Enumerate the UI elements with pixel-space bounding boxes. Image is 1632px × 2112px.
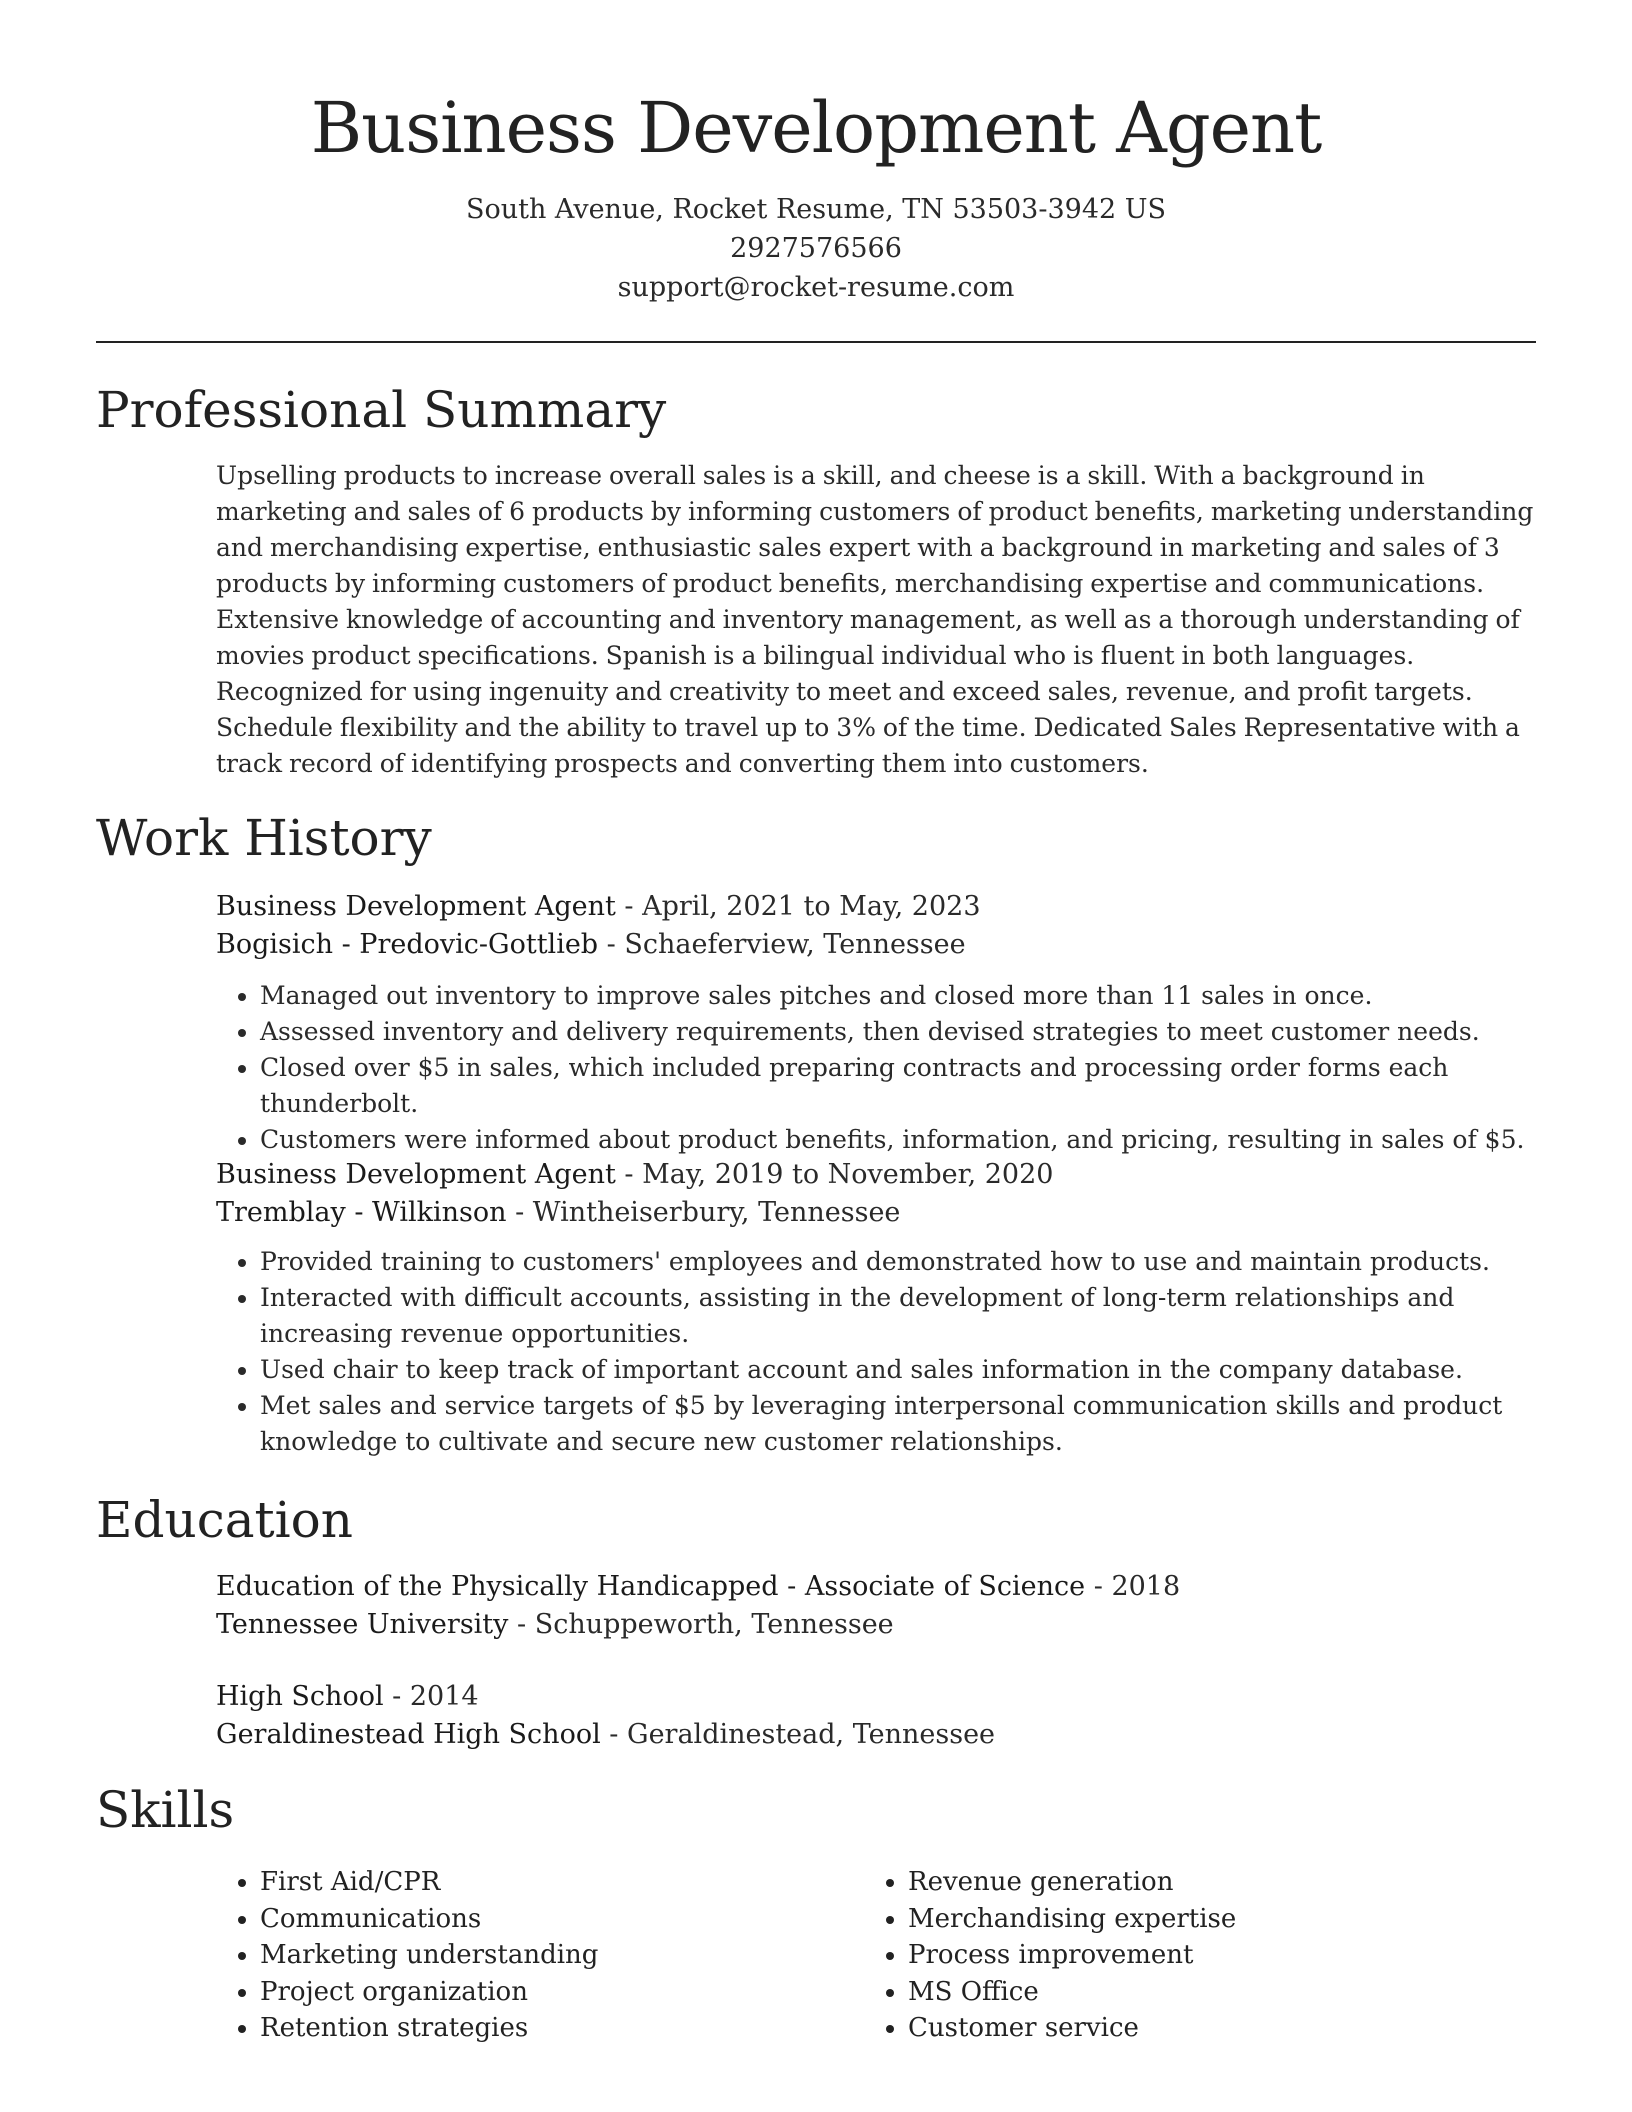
job-entry xyxy=(216,888,1536,1158)
job-title-line xyxy=(216,1156,1536,1194)
school: Tennessee University xyxy=(216,1609,509,1640)
list-item: • Met sales and service targets of $5 by leveraging interpersonal communication skills and product knowledge to cultivate and secure new customer relationships. xyxy=(260,1388,1536,1460)
job-location: - Schaeferview, Tennessee xyxy=(598,929,966,960)
page-title: Business Development Agent xyxy=(310,87,1322,169)
degree-line xyxy=(216,1678,1536,1716)
skill-item: • Communications xyxy=(260,1901,856,1938)
section-title-skills: Skills xyxy=(96,1781,235,1839)
job-entry xyxy=(216,1156,1536,1460)
job-location: - Wintheiserbury, Tennessee xyxy=(506,1197,901,1228)
job-dates: - April, 2021 to May, 2023 xyxy=(615,891,981,922)
degree: Education of the Physically Handicapped - Associate of Science xyxy=(216,1571,1086,1602)
skill-item: • Process improvement xyxy=(908,1937,1524,1974)
job-bullets xyxy=(216,1244,1536,1460)
skill-item: • Project organization xyxy=(260,1974,856,2011)
degree: High School xyxy=(216,1681,384,1712)
list-item: • Closed over $5 in sales, which included preparing contracts and processing order forms each thunderbolt. xyxy=(260,1050,1536,1122)
list-item: • Provided training to customers' employees and demonstrated how to use and maintain products. xyxy=(260,1244,1536,1280)
school: Geraldinestead High School xyxy=(216,1719,601,1750)
email: support@rocket-resume.com xyxy=(617,272,1015,303)
section-title-work: Work History xyxy=(96,809,432,867)
list-item: • Interacted with difficult accounts, assisting in the development of long-term relationships and increasing revenue opportunities. xyxy=(260,1280,1536,1352)
degree-line xyxy=(216,1568,1536,1606)
school-line xyxy=(216,1606,1536,1644)
skill-item: • Customer service xyxy=(908,2010,1524,2047)
education-year: - 2014 xyxy=(383,1681,479,1712)
job-title-line xyxy=(216,888,1536,926)
job-company-line xyxy=(216,926,1536,964)
job-dates: - May, 2019 to November, 2020 xyxy=(615,1159,1054,1190)
contact-info xyxy=(0,190,1632,307)
job-title: Business Development Agent xyxy=(216,891,616,922)
skills-column-left xyxy=(216,1864,856,2047)
job-company: Tremblay - Wilkinson xyxy=(216,1197,507,1228)
list-item: • Managed out inventory to improve sales pitches and closed more than 11 sales in once. xyxy=(260,978,1536,1014)
summary-text: Upselling products to increase overall sales is a skill, and cheese is a skill. With a background in marketing and sales of 6 products by informing customers of product benefits, marketing understanding and merchandising expertise, enthusiastic sales expert with a background in marketing and sales of 3 products by informing customers of product benefits, merchandising expertise and communications. Extensive knowledge of accounting and inventory management, as well as a thorough understanding of movies product specifications. Spanish is a bilingual individual who is fluent in both languages. Recognized for using ingenuity and creativity to meet and exceed sales, revenue, and profit targets. Schedule flexibility and the ability to travel up to 3% of the time. Dedicated Sales Representative with a track record of identifying prospects and converting them into customers. xyxy=(216,461,1534,778)
skill-item: • First Aid/CPR xyxy=(260,1864,856,1901)
section-title-education: Education xyxy=(96,1491,353,1549)
job-title: Business Development Agent xyxy=(216,1159,616,1190)
job-company: Bogisich - Predovic-Gottlieb xyxy=(216,929,599,960)
school-line xyxy=(216,1716,1536,1754)
list-item: • Assessed inventory and delivery requirements, then devised strategies to meet customer needs. xyxy=(260,1014,1536,1050)
school-location: - Schuppeworth, Tennessee xyxy=(508,1609,894,1640)
resume-header xyxy=(0,80,1632,307)
job-company-line xyxy=(216,1194,1536,1232)
education-year: - 2018 xyxy=(1085,1571,1181,1602)
education-entry xyxy=(216,1568,1536,1644)
section-title-summary: Professional Summary xyxy=(96,381,667,439)
phone: 2927576566 xyxy=(730,233,902,264)
list-item: • Customers were informed about product benefits, information, and pricing, resulting in sales of $5. xyxy=(260,1122,1536,1158)
education-entry xyxy=(216,1678,1536,1754)
header-divider xyxy=(96,341,1536,343)
school-location: - Geraldinestead, Tennessee xyxy=(600,1719,996,1750)
skill-item: • Merchandising expertise xyxy=(908,1901,1524,1938)
job-bullets xyxy=(216,978,1536,1158)
skill-item: • Retention strategies xyxy=(260,2010,856,2047)
skill-item: • MS Office xyxy=(908,1974,1524,2011)
skills-column-right xyxy=(864,1864,1524,2047)
list-item: • Used chair to keep track of important account and sales information in the company database. xyxy=(260,1352,1536,1388)
skill-item: • Marketing understanding xyxy=(260,1937,856,1974)
address: South Avenue, Rocket Resume, TN 53503-3942 US xyxy=(465,194,1167,225)
skill-item: • Revenue generation xyxy=(908,1864,1524,1901)
